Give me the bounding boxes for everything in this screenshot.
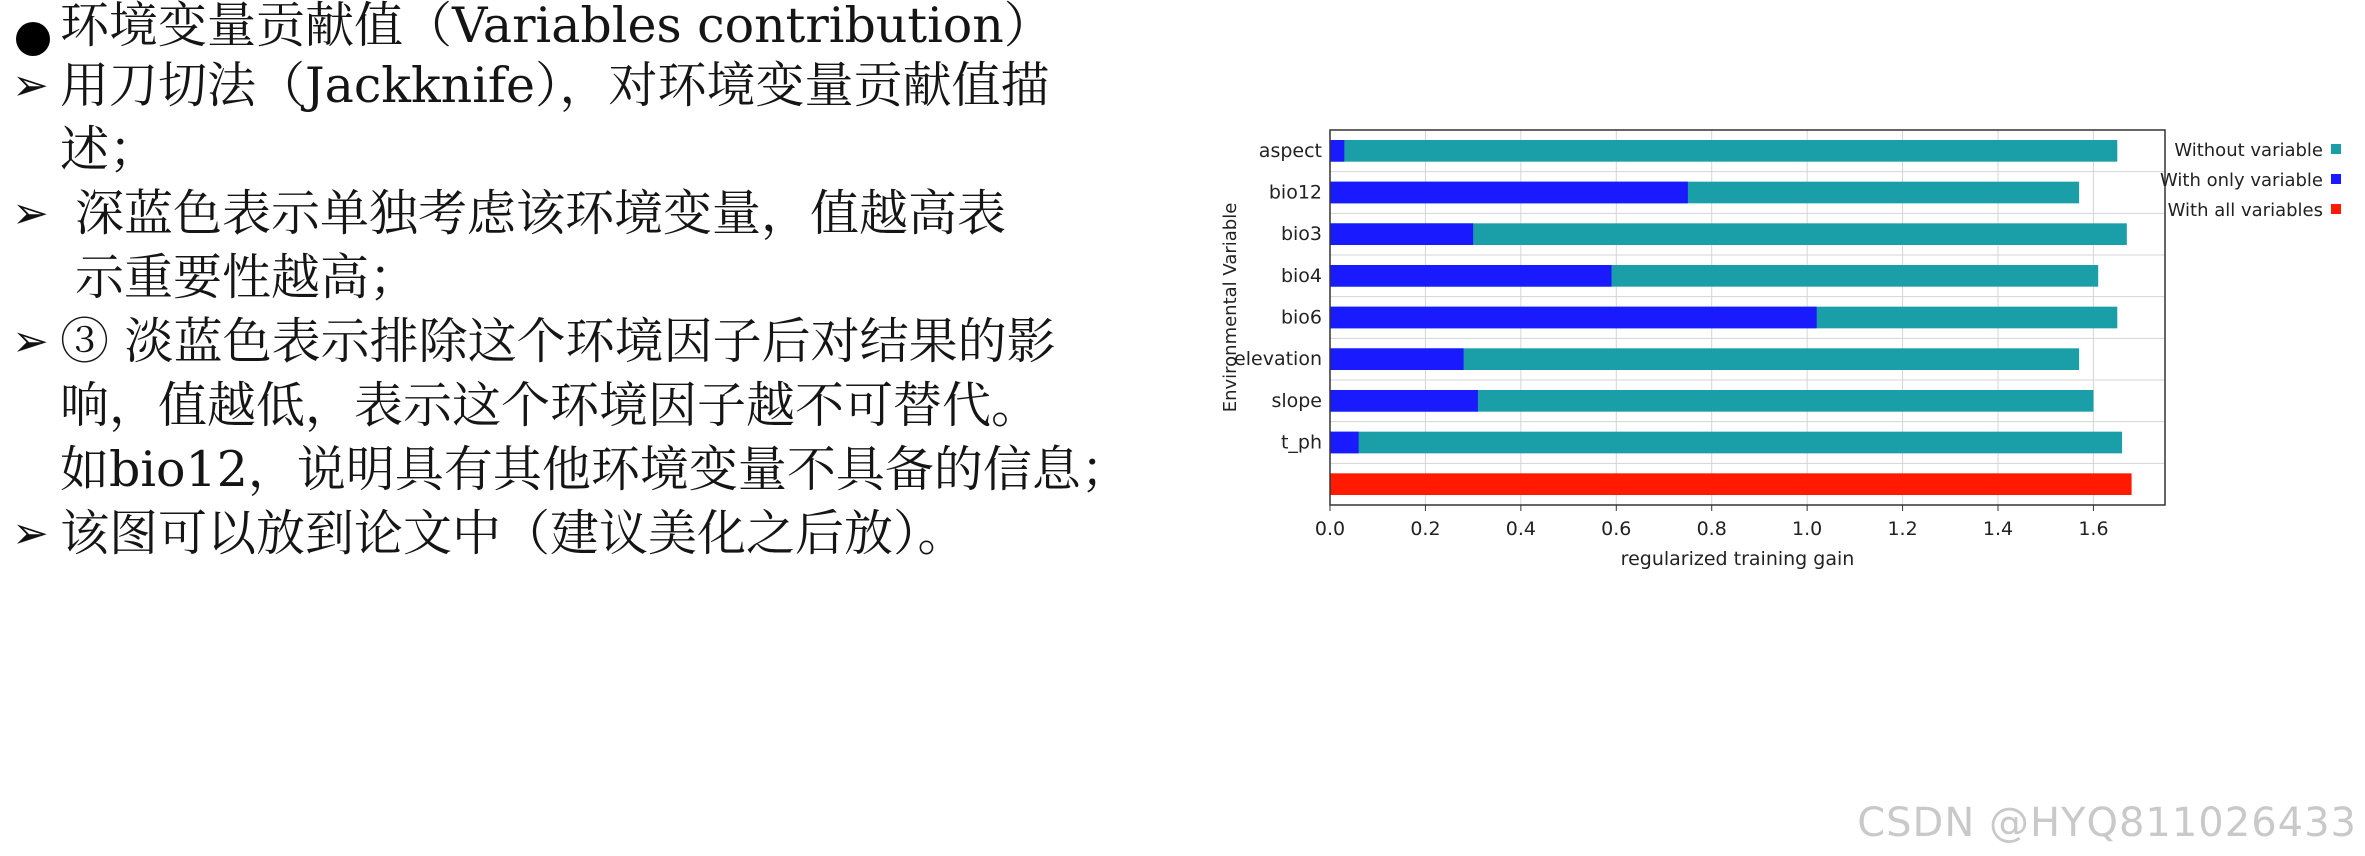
bullet-line-2a: 用刀切法（Jackknife），对环境变量贡献值描	[60, 57, 1050, 114]
bar-with-only-variable	[1330, 223, 1473, 245]
arrow-bullet-icon: ➢	[12, 508, 49, 559]
arrow-bullet-icon: ➢	[12, 316, 49, 367]
y-tick-label: slope	[1271, 389, 1322, 412]
y-tick-label: elevation	[1234, 348, 1322, 371]
bar-with-only-variable	[1330, 182, 1688, 204]
arrow-bullet-icon: ➢	[12, 60, 49, 111]
y-tick-label: bio12	[1268, 181, 1322, 204]
legend-swatch	[2331, 174, 2341, 184]
y-tick-label: bio6	[1280, 306, 1322, 329]
x-tick-label: 1.0	[1792, 518, 1823, 540]
legend-swatch	[2331, 204, 2341, 214]
bar-with-only-variable	[1330, 307, 1817, 329]
bar-with-only-variable	[1330, 390, 1478, 412]
y-axis-label: Environmental Variable	[1220, 202, 1241, 413]
bar-without-variable	[1330, 140, 2117, 162]
x-tick-label: 0.4	[1505, 518, 1536, 540]
bullet-dot-icon	[16, 22, 50, 56]
bar-with-all-variables	[1330, 473, 2132, 495]
bullet-line-4b: 响，值越低，表示这个环境因子越不可替代。	[60, 377, 1041, 434]
x-tick-label: 0.2	[1410, 518, 1441, 540]
x-tick-label: 1.2	[1887, 518, 1918, 540]
legend-swatch	[2331, 144, 2341, 154]
x-tick-label: 0.6	[1601, 518, 1632, 540]
csdn-watermark: CSDN @HYQ811026433	[1857, 800, 2357, 846]
bullet-line-1: 环境变量贡献值（Variables contribution）	[60, 0, 1053, 54]
bullet-line-2b: 述；	[60, 121, 159, 178]
y-tick-label: aspect	[1258, 139, 1322, 162]
legend-label: Without variable	[2174, 140, 2323, 161]
y-tick-label: t_ph	[1280, 431, 1322, 454]
x-axis-label: regularized training gain	[1620, 548, 1855, 570]
legend-label: With only variable	[2159, 170, 2323, 191]
legend-label: With all variables	[2167, 200, 2323, 221]
arrow-bullet-icon: ➢	[12, 188, 49, 239]
x-tick-label: 1.6	[2078, 518, 2109, 540]
bullet-line-5: 该图可以放到论文中（建议美化之后放）。	[60, 505, 967, 562]
y-tick-label: bio4	[1280, 264, 1322, 287]
bullet-line-3a: 深蓝色表示单独考虑该环境变量，值越高表	[75, 185, 1007, 242]
jackknife-chart-svg	[1215, 100, 2365, 600]
x-tick-label: 0.8	[1696, 518, 1727, 540]
bullet-line-3b: 示重要性越高；	[75, 249, 419, 306]
bullet-line-4a: ③ 淡蓝色表示排除这个环境因子后对结果的影	[60, 313, 1056, 370]
bullet-line-4c: 如bio12，说明具有其他环境变量不具备的信息；	[60, 441, 1130, 498]
bar-without-variable	[1330, 432, 2122, 454]
bar-with-only-variable	[1330, 265, 1612, 287]
x-tick-label: 0.0	[1314, 518, 1346, 540]
y-tick-label: bio3	[1280, 223, 1322, 246]
x-tick-label: 1.4	[1982, 518, 2014, 540]
jackknife-chart	[1215, 100, 2365, 600]
bar-with-only-variable	[1330, 432, 1359, 454]
bar-with-only-variable	[1330, 348, 1464, 370]
bar-with-only-variable	[1330, 140, 1344, 162]
